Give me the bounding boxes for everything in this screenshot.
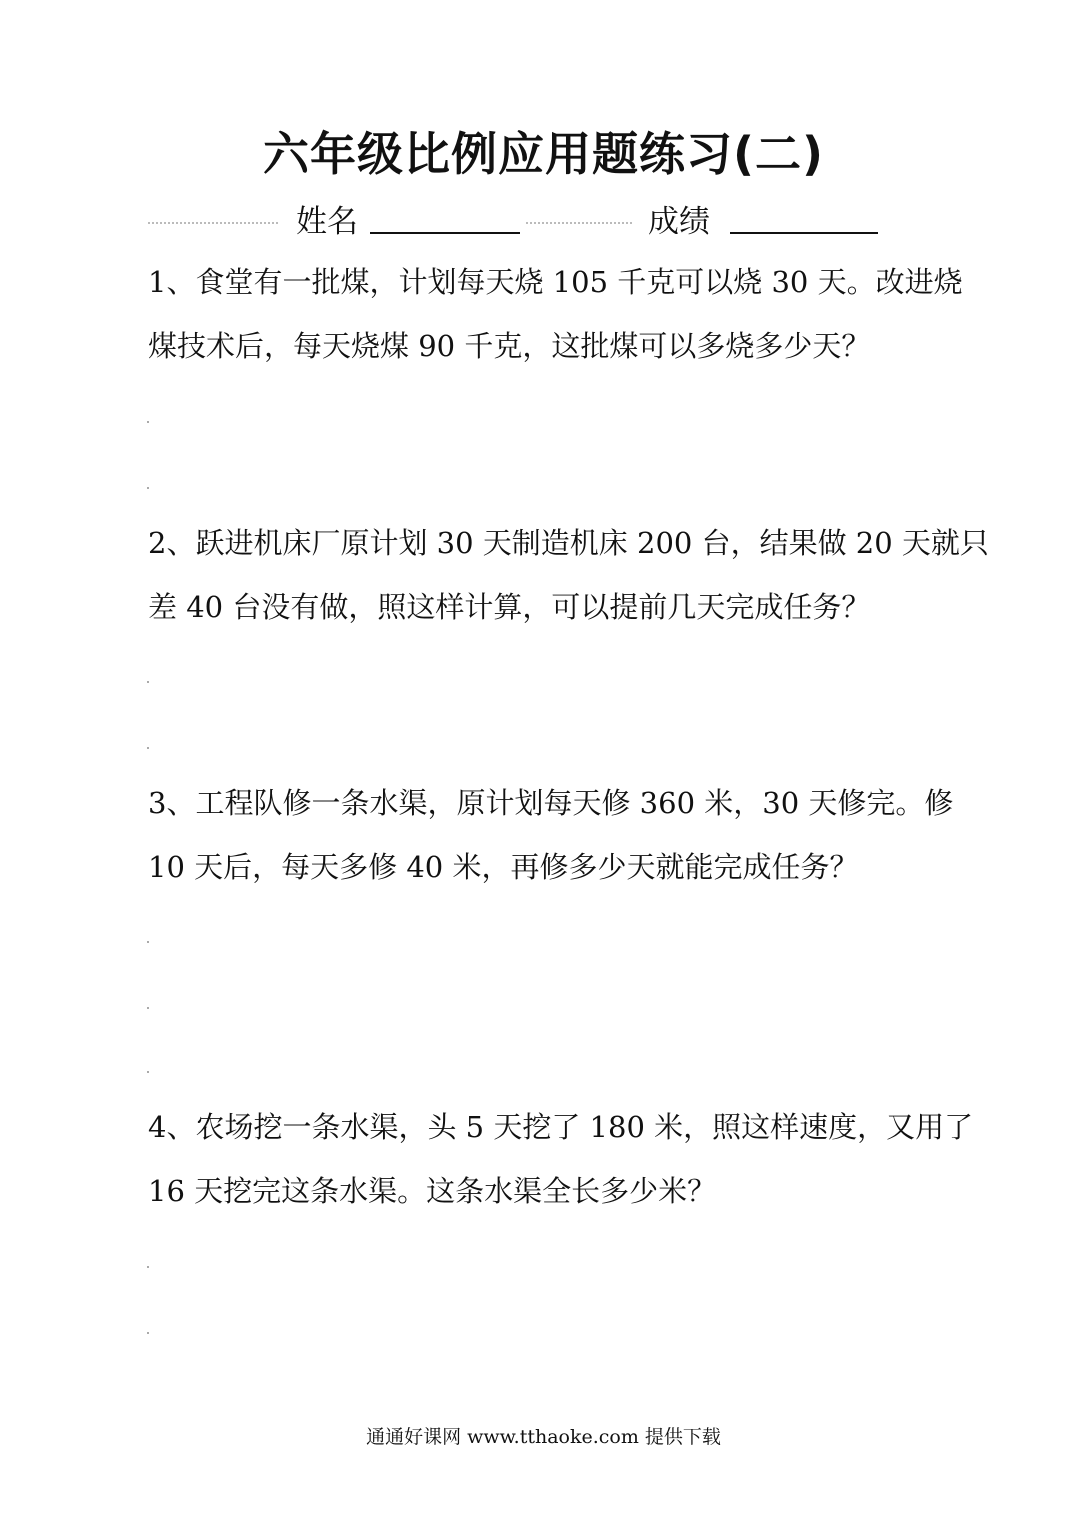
name-label: 姓名 [296,204,358,240]
answer-space-mark [147,681,149,683]
student-info-row [0,196,1087,240]
question-3 [148,771,954,899]
footer-credit: 通通好课网 www.tthaoke.com 提供下载 [366,1426,721,1448]
answer-space-mark [147,421,149,423]
dotted-leader-left [148,222,278,226]
dotted-leader-middle [526,222,632,226]
question-1-line-1: 1、食堂有一批煤，计划每天烧 105 千克可以烧 30 天。改进烧 [148,265,963,299]
score-field[interactable] [730,232,878,234]
question-2 [148,511,989,639]
answer-space-mark [147,1071,149,1073]
question-4 [148,1095,974,1223]
score-label: 成绩 [648,204,710,240]
question-3-line-1: 3、工程队修一条水渠，原计划每天修 360 米，30 天修完。修 [148,786,954,820]
page-title: 六年级比例应用题练习(二) [262,127,825,181]
question-1 [148,250,963,378]
question-4-line-2: 16 天挖完这条水渠。这条水渠全长多少米？ [148,1174,717,1208]
answer-space-mark [147,487,149,489]
question-2-line-1: 2、跃进机床厂原计划 30 天制造机床 200 台，结果做 20 天就只 [148,526,989,560]
answer-space-mark [147,1007,149,1009]
question-4-line-1: 4、农场挖一条水渠，头 5 天挖了 180 米，照这样速度，又用了 [148,1110,974,1144]
name-field[interactable] [370,232,520,234]
question-3-line-2: 10 天后，每天多修 40 米，再修多少天就能完成任务？ [148,850,859,884]
question-1-line-2: 煤技术后，每天烧煤 90 千克，这批煤可以多烧多少天？ [148,329,871,363]
answer-space-mark [147,941,149,943]
question-2-line-2: 差 40 台没有做，照这样计算，可以提前几天完成任务？ [148,590,871,624]
answer-space-mark [147,1266,149,1268]
answer-space-mark [147,747,149,749]
answer-space-mark [147,1332,149,1334]
